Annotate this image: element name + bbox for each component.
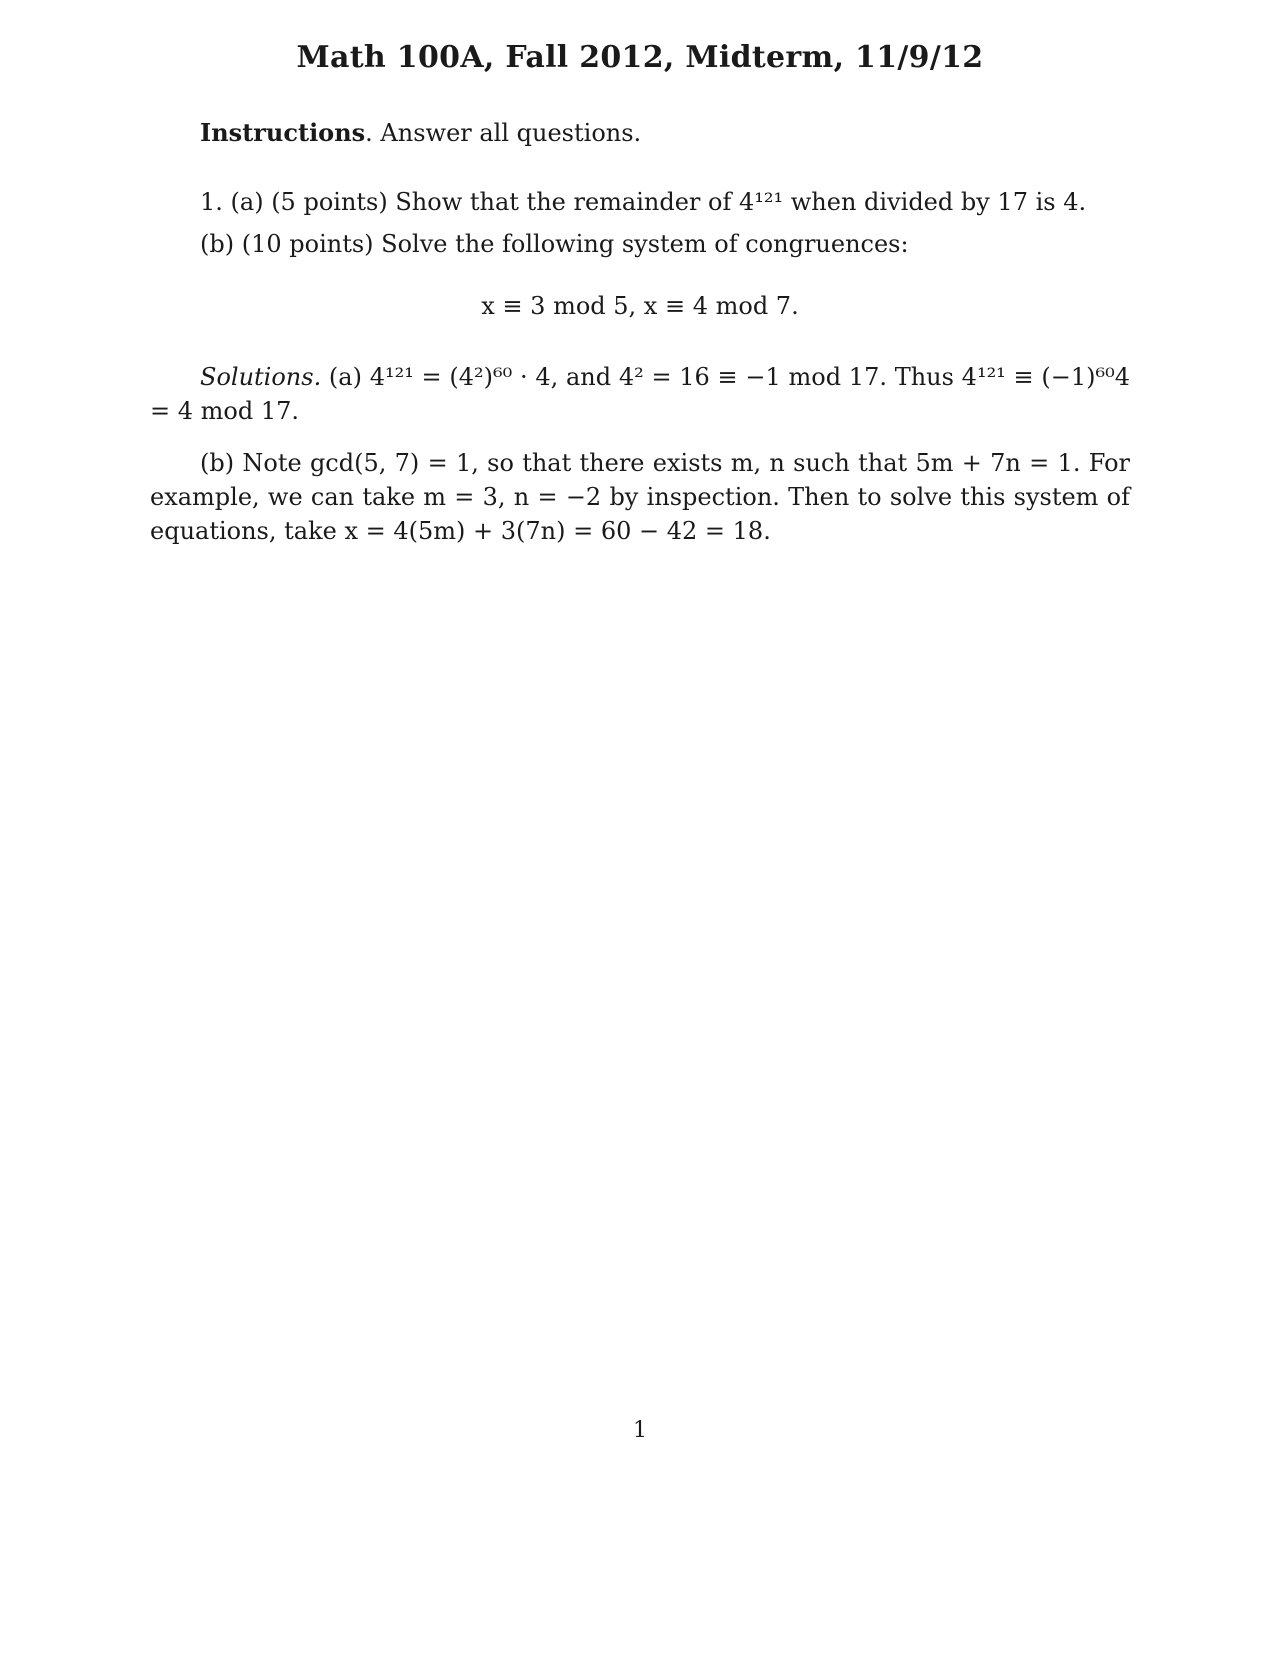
solution-part-b: (b) Note gcd(5, 7) = 1, so that there exists m, n such that 5m + 7n = 1. For example, we can take m = 3, n = −2 by inspection. Then to solve this system of equations, take x = 4(5m) + 3(7n) = 60 − 42 = 18. [150,449,1130,545]
page-number: 1 [633,1418,647,1443]
instructions [200,118,641,147]
solution-part-a [150,360,1130,428]
question-1b: (b) (10 points) Solve the following system of congruences: [200,230,909,258]
page-title: Math 100A, Fall 2012, Midterm, 11/9/12 [296,40,984,75]
instructions-label: Instructions [200,118,366,147]
solutions-label: Solutions. [200,363,322,391]
solution-a-text: (a) 4¹²¹ = (4²)⁶⁰ · 4, and 4² = 16 ≡ −1 mod 17. Thus 4¹²¹ ≡ (−1)⁶⁰4 = 4 mod 17. [150,363,1130,425]
question-1a: 1. (a) (5 points) Show that the remainder of 4¹²¹ when divided by 17 is 4. [200,188,1087,216]
congruence-system-equation: x ≡ 3 mod 5, x ≡ 4 mod 7. [481,292,799,320]
instructions-text: . Answer all questions. [365,119,642,147]
